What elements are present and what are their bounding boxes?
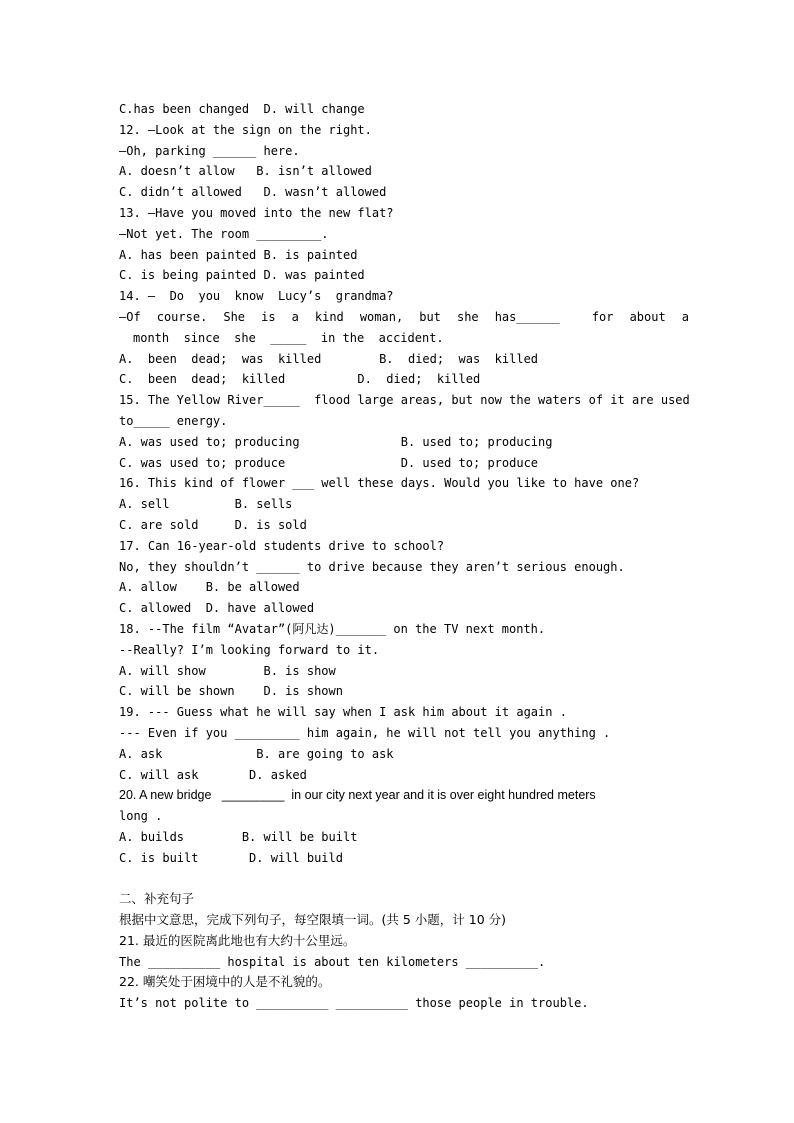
q20-stem-continuation: long . bbox=[119, 809, 163, 824]
q14-options-ab: A. been dead; was killed B. died; was killed bbox=[119, 351, 539, 366]
q14-dialogue-line: —Of course. She is a kind woman, but she has______ for about a bbox=[119, 309, 689, 324]
q19-stem: 19. --- Guess what he will say when I ask him about it again . bbox=[119, 705, 567, 720]
q17-stem: 17. Can 16-year-old students drive to school? bbox=[119, 538, 445, 553]
q13-options-ab: A. has been painted B. is painted bbox=[119, 247, 358, 262]
q21-english: The __________ hospital is about ten kilometers __________. bbox=[119, 954, 546, 969]
q17-options-ab: A. allow B. be allowed bbox=[119, 580, 300, 595]
q20-options-cd: C. is built D. will build bbox=[119, 850, 343, 865]
q14-dialogue-continuation: month since she _____ in the accident. bbox=[133, 330, 444, 345]
q15-stem: 15. The Yellow River_____ flood large areas, but now the waters of it are used bbox=[119, 393, 690, 408]
q12-dialogue: —Oh, parking ______ here. bbox=[119, 143, 300, 158]
q13-dialogue: —Not yet. The room _________. bbox=[119, 226, 329, 241]
q18-options-ab: A. will show B. is show bbox=[119, 663, 336, 678]
q15-options-ab: A. was used to; producing B. used to; producing bbox=[119, 434, 553, 449]
q12-options-cd: C. didn’t allowed D. wasn’t allowed bbox=[119, 185, 387, 200]
q19-options-cd: C. will ask D. asked bbox=[119, 767, 307, 782]
q14-stem: 14. — Do you know Lucy’s grandma? bbox=[119, 289, 394, 304]
q17-dialogue: No, they shouldn’t ______ to drive because they aren’t serious enough. bbox=[119, 559, 625, 574]
section-gap bbox=[119, 868, 689, 889]
q16-stem: 16. This kind of flower ___ well these days. Would you like to have one? bbox=[119, 476, 640, 491]
q22-english: It’s not polite to __________ __________ those people in trouble. bbox=[119, 996, 589, 1011]
q19-options-ab: A. ask B. are going to ask bbox=[119, 746, 394, 761]
q18-dialogue: --Really? I’m looking forward to it. bbox=[119, 642, 380, 657]
q12-stem: 12. —Look at the sign on the right. bbox=[119, 122, 372, 137]
q11-options-tail: C.has been changed D. will change bbox=[119, 102, 365, 116]
q18-options-cd: C. will be shown D. is shown bbox=[119, 684, 343, 699]
q20-stem: 20. A new bridge _________ in our city next year and it is over eight hundred meters bbox=[119, 788, 596, 803]
q19-dialogue: --- Even if you _________ him again, he will not tell you anything . bbox=[119, 725, 611, 740]
document-page bbox=[119, 99, 689, 1014]
q16-options-ab: A. sell B. sells bbox=[119, 497, 293, 512]
q13-stem: 13. —Have you moved into the new flat? bbox=[119, 205, 394, 220]
q15-options-cd: C. was used to; produce D. used to; produce bbox=[119, 455, 539, 470]
q21-chinese: 21. 最近的医院离此地也有大约十公里远。 bbox=[119, 932, 356, 948]
section-2-heading: 二、补充句子 bbox=[119, 891, 195, 907]
q16-options-cd: C. are sold D. is sold bbox=[119, 517, 307, 532]
q18-stem: 18. --The film “Avatar”(阿凡达)_______ on the TV next month. bbox=[119, 621, 546, 636]
section-2-instruction: 根据中文意思，完成下列句子，每空限填一词。(共 5 小题，计 10 分) bbox=[119, 912, 507, 928]
q14-options-cd: C. been dead; killed D. died; killed bbox=[119, 372, 481, 387]
q12-options-ab: A. doesn’t allow B. isn’t allowed bbox=[119, 164, 372, 179]
q22-chinese: 22. 嘲笑处于困境中的人是不礼貌的。 bbox=[119, 974, 331, 990]
q20-options-ab: A. builds B. will be built bbox=[119, 829, 358, 844]
q15-stem-continuation: to_____ energy. bbox=[119, 413, 228, 428]
q13-options-cd: C. is being painted D. was painted bbox=[119, 268, 365, 283]
q17-options-cd: C. allowed D. have allowed bbox=[119, 601, 315, 616]
